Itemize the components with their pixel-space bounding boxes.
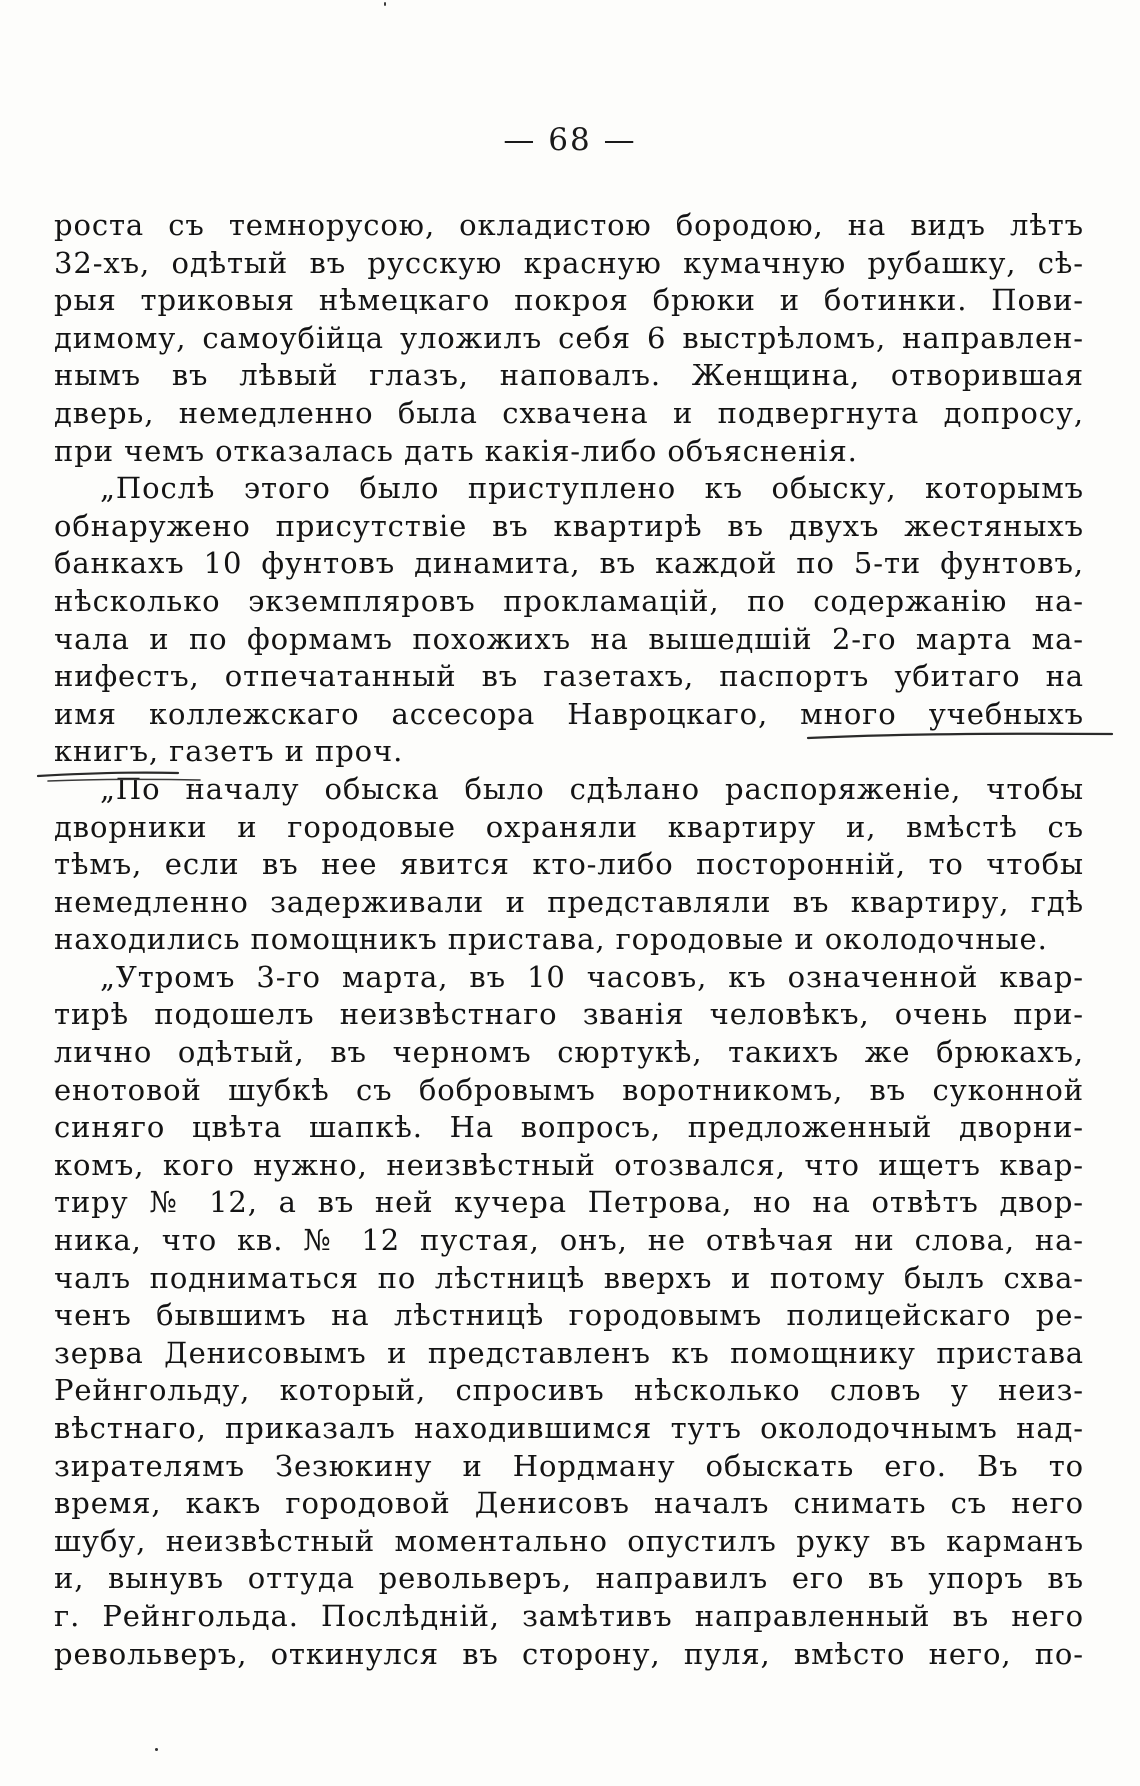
text-line: нифестъ, отпечатанный въ газетахъ, паспортъ убитаго на [54, 659, 1084, 694]
text-line: дверь, немедленно была схвачена и подвергнута допросу, [54, 395, 1084, 430]
text-line: шубу, неизвѣстный моментально опустилъ руку въ карманъ [54, 1523, 1084, 1558]
body-text [54, 207, 1084, 1673]
text-line: дворники и городовые охраняли квартиру и, вмѣстѣ съ [54, 809, 1084, 844]
text-line: обнаружено присутствіе въ квартирѣ въ двухъ жестяныхъ [54, 508, 1084, 543]
paragraph-start-line: „Утромъ 3-го марта, въ 10 часовъ, къ означенной квар- [100, 959, 1084, 994]
text-line: рыя триковыя нѣмецкаго покроя брюки и ботинки. Пови- [54, 283, 1084, 318]
text-line: синяго цвѣта шапкѣ. На вопросъ, предложенный дворни- [54, 1110, 1084, 1145]
text-line: чала и по формамъ похожихъ на вышедшій 2-го марта ма- [54, 621, 1084, 656]
text-line: г. Рейнгольда. Послѣдній, замѣтивъ направленный въ него [54, 1598, 1084, 1633]
text-line: лично одѣтый, въ черномъ сюртукѣ, такихъ же брюкахъ, [54, 1035, 1084, 1070]
text-line: тѣмъ, если въ нее явится кто-либо посторонній, то чтобы [54, 847, 1084, 882]
text-line: вѣстнаго, приказалъ находившимся тутъ околодочнымъ над- [54, 1411, 1084, 1445]
text-line: зирателямъ Зезюкину и Нордману обыскать его. Въ то [54, 1448, 1084, 1483]
page-number: — 68 — [503, 122, 637, 158]
text-line: книгъ, газетъ и проч. [54, 734, 404, 769]
print-speck [155, 1748, 158, 1751]
paragraph-start-line: „Послѣ этого было приступлено къ обыску, которымъ [100, 471, 1084, 506]
text-line: енотовой шубкѣ съ бобровымъ воротникомъ, въ суконной [54, 1072, 1084, 1107]
text-line: ченъ бывшимъ на лѣстницѣ городовымъ полицейскаго ре- [54, 1298, 1084, 1333]
text-line: при чемъ отказалась дать какія-либо объясненія. [54, 433, 858, 468]
text-line: имя коллежскаго ассесора Навроцкаго, много учебныхъ [54, 696, 1084, 731]
text-line: немедленно задерживали и представляли въ квартиру, гдѣ [54, 884, 1084, 919]
text-line: банкахъ 10 фунтовъ динамита, въ каждой по 5-ти фунтовъ, [54, 546, 1084, 581]
text-line: зерва Денисовымъ и представленъ къ помощнику пристава [54, 1335, 1084, 1370]
text-line: ника, что кв. № 12 пустая, онъ, не отвѣчая ни слова, на- [54, 1223, 1084, 1258]
text-line: время, какъ городовой Денисовъ началъ снимать съ него [54, 1486, 1084, 1521]
text-line: роста съ темнорусою, окладистою бородою, на видъ лѣтъ [54, 208, 1084, 242]
text-line: чалъ подниматься по лѣстницѣ вверхъ и потому былъ схва- [54, 1260, 1084, 1295]
text-line: находились помощникъ пристава, городовые и околодочные. [54, 922, 1048, 957]
text-line: 32-хъ, одѣтый въ русскую красную кумачную рубашку, сѣ- [54, 245, 1084, 280]
text-line: Рейнгольду, который, спросивъ нѣсколько словъ у неиз- [54, 1373, 1084, 1408]
print-speck [384, 2, 386, 6]
text-line: нымъ въ лѣвый глазъ, наповалъ. Женщина, отворившая [54, 358, 1084, 393]
text-line: тиру № 12, а въ ней кучера Петрова, но на отвѣтъ двор- [54, 1185, 1084, 1220]
text-line: револьверъ, откинулся въ сторону, пуля, вмѣсто него, по- [54, 1636, 1084, 1671]
text-line: комъ, кого нужно, неизвѣстный отозвался, что ищетъ квар- [54, 1147, 1084, 1182]
text-line: и, вынувъ оттуда револьверъ, направилъ его въ упоръ въ [54, 1561, 1084, 1596]
paragraph-start-line: „По началу обыска было сдѣлано распоряженіе, чтобы [100, 771, 1084, 806]
text-line: нѣсколько экземпляровъ прокламацій, по содержанію на- [54, 583, 1084, 618]
text-line: тирѣ подошелъ неизвѣстнаго званія человѣкъ, очень при- [54, 997, 1084, 1032]
text-line: димому, самоубійца уложилъ себя 6 выстрѣломъ, направлен- [54, 320, 1084, 355]
